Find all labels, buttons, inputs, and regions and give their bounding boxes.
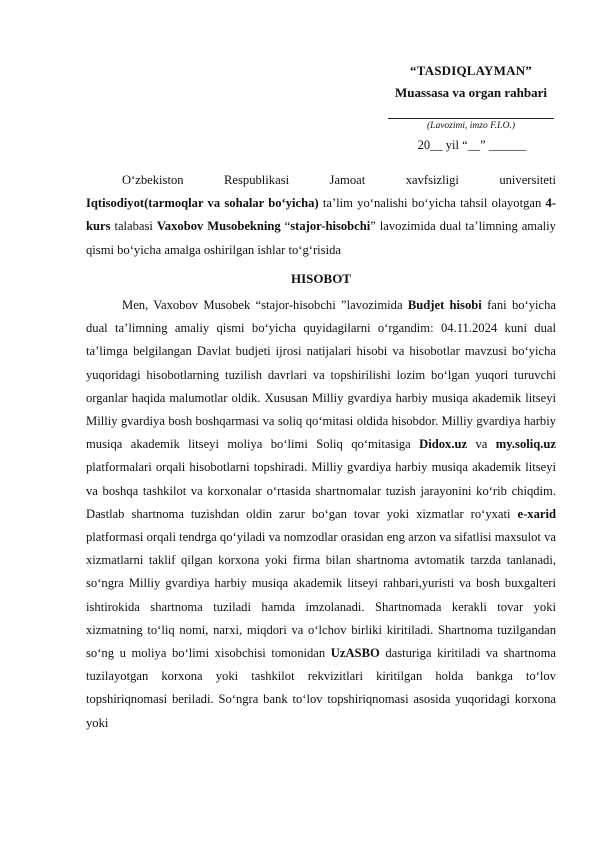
student-name: Vaxobov Musobekning: [156, 219, 281, 234]
intro-text: talabasi: [110, 219, 157, 234]
report-text: Men, Vaxobov Musobek “stajor-hisobchi ”lavozimida: [122, 298, 408, 312]
platform-my-soliq: my.soliq.uz: [495, 437, 556, 452]
intro-text: ” lavozimida dual ta’limning amaliy qismi bo‘yicha amalga oshirilgan ishlar to‘g‘risida: [86, 219, 556, 257]
signature-caption: (Lavozimi, imzo F.I.O.): [427, 121, 515, 131]
course-year: 4-kurs: [86, 196, 556, 234]
subject-name: Budjet hisobi: [407, 298, 482, 312]
platform-didox: Didox.uz: [419, 437, 468, 452]
report-text: platformasi orqali tendrga qo‘yiladi va nomzodlar orasidan eng arzon va sifatlisi maxsulot va xizmatlarni taklif qilgan korxona yoki firma bilan shartnoma avtomatik tarzda tanlanadi, so‘ngra Milliy gvardiya harbiy musiqa akademik litseyi rahbari,yuristi va bosh buxgalteri ishtirokida shartnoma tuziladi hamda imzolanadi. Shartnomada kerakli tovar yoki xizmatning to‘liq nomi, narxi, miqdori va o‘lchov birliki kiritiladi. Shartnoma tuzilgandan so‘ng u moliya bo‘limi xisobchisi tomonidan: [86, 530, 556, 661]
report-text: fani bo‘yicha dual ta’limning amaliy qismi bo‘yicha quyidagilarni o‘rgandim: 04.11.2024 kuni dual ta’limga belgilangan Davlat budjeti ijrosi natijalari hisobi va hisobotlar mavzusi bo‘yicha yuqoridagi hisobotlarning tuzilish davrlari va topshirilishi lozim bo‘lgan yuqori turuvchi organlar haqida malumotlar oldik. Xususan Milliy gvardiya harbiy musiqa akademik litseyi Milliy gvardiya bosh boshqarmasi va soliq qo‘mitasi oldida hisobdor. Milliy gvardiya harbiy musiqa akademik litseyi moliya bo‘limi Soliq qo‘mitasiga: [86, 298, 556, 452]
report-text: dasturiga kiritiladi va shartnoma tuzilayotgan korxona yoki tashkilot rekvizitlari kiritilgan holda bankga to‘lov topshiriqnomasi beriladi. So‘ngra bank to‘lov topshiriqnomasi asosida yuqoridagi korxona yoki: [86, 646, 556, 730]
report-paragraph: [86, 294, 556, 735]
signature-line: [388, 118, 554, 119]
intro-paragraph: [86, 169, 556, 262]
approval-date-line: 20__ yil “__” ______: [417, 138, 527, 152]
approval-organization: Muassasa va organ rahbari: [394, 85, 548, 100]
intro-text: ta’lim yo‘nalishi bo‘yicha tahsil olayotgan: [318, 196, 546, 211]
report-title: HISOBOT: [291, 271, 351, 286]
report-text: va: [467, 437, 496, 452]
software-uzasbo: UzASBO: [330, 646, 380, 661]
report-text: platformalari orqali hisobotlarni topshiradi. Milliy gvardiya harbiy musiqa akademik litseyi va boshqa tashkilot va korxonalar o‘rtasida shartnomalar tuzish jarayonini ko‘rib chiqdim. Dastlab shartnoma tuzishdan oldin zarur bo‘gan tovar yoki xizmatlar ro‘yxati: [86, 460, 556, 521]
platform-e-xarid: e-xarid: [517, 506, 556, 521]
intro-first-line: O‘zbekiston Respublikasi Jamoat xavfsizligi universiteti: [122, 173, 556, 187]
approval-title: “TASDIQLAYMAN”: [410, 63, 532, 78]
intro-text: “: [280, 219, 291, 234]
position-name: stajor-hisobchi: [290, 219, 371, 234]
program-name: Iqtisodiyot(tarmoqlar va sohalar bo‘yicha): [86, 196, 319, 211]
